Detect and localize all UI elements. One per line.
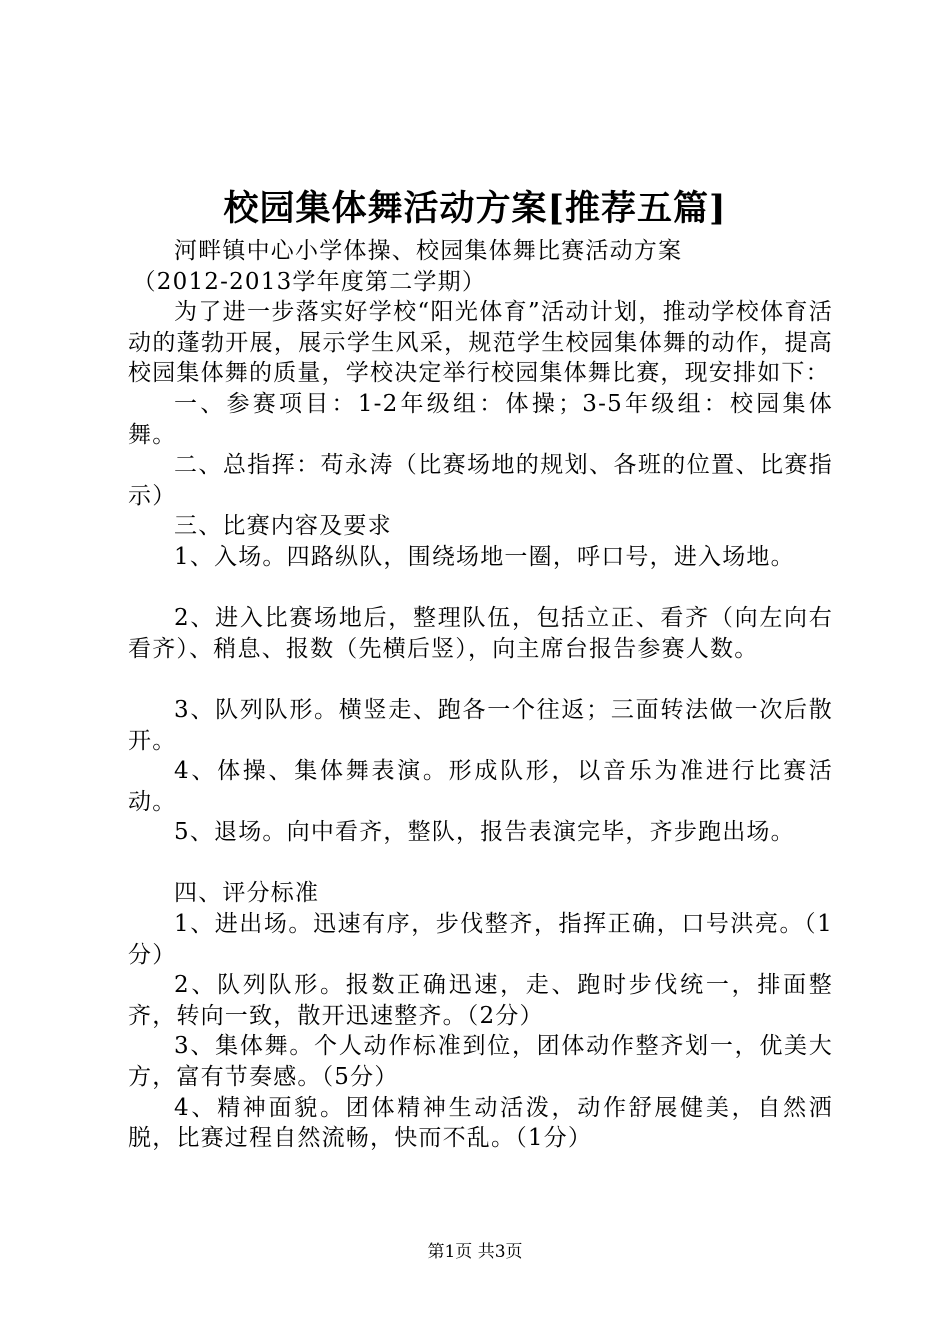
blank-line	[128, 664, 833, 695]
subtitle-line: 河畔镇中心小学体操、校园集体舞比赛活动方案	[174, 238, 683, 264]
content-item-2: 2、进入比赛场地后，整理队伍，包括立正、看齐（向左向右看齐）、稍息、报数（先横后竖），向主席台报告参赛人数。	[128, 605, 833, 662]
scoring-item-2: 2、队列队形。报数正确迅速，走、跑时步伐统一，排面整齐，转向一致，散开迅速整齐。（2分）	[128, 972, 833, 1029]
content-item-3: 3、队列队形。横竖走、跑各一个往返；三面转法做一次后散开。	[128, 696, 833, 754]
intro-paragraph: 为了进一步落实好学校“阳光体育”活动计划，推动学校体育活动的蓬勃开展，展示学生风采，规范学生校园集体舞的动作，提高校园集体舞的质量，学校决定举行校园集体舞比赛，现安排如下：	[128, 299, 833, 387]
page-footer: 第1页 共3页	[427, 1242, 523, 1262]
scoring-item-3: 3、集体舞。个人动作标准到位，团体动作整齐划一，优美大方，富有节奏感。（5分）	[128, 1033, 833, 1091]
section-scoring-heading: 四、评分标准	[174, 880, 320, 907]
document-title: 校园集体舞活动方案[推荐五篇]	[223, 188, 727, 229]
section-events: 一、参赛项目：1-2年级组：体操；3-5年级组：校园集体舞。	[128, 390, 833, 448]
scoring-item-1: 1、进出场。迅速有序，步伐整齐，指挥正确，口号洪亮。（1分）	[128, 911, 833, 968]
blank-line	[128, 573, 833, 604]
document-body	[128, 236, 833, 1154]
scoring-item-4: 4、精神面貌。团体精神生动活泼，动作舒展健美，自然洒脱，比赛过程自然流畅，快而不乱。（1分）	[128, 1094, 833, 1152]
section-content-heading: 三、比赛内容及要求	[174, 513, 392, 540]
content-item-4: 4、体操、集体舞表演。形成队形，以音乐为准进行比赛活动。	[128, 758, 833, 815]
section-commander: 二、总指挥：苟永涛（比赛场地的规划、各班的位置、比赛指示）	[128, 452, 833, 509]
content-item-5: 5、退场。向中看齐，整队，报告表演完毕，齐步跑出场。	[174, 819, 795, 846]
blank-line	[128, 848, 833, 879]
school-year-line: （2012-2013学年度第二学期）	[132, 268, 487, 295]
content-item-1: 1、入场。四路纵队，围绕场地一圈，呼口号，进入场地。	[174, 543, 795, 570]
